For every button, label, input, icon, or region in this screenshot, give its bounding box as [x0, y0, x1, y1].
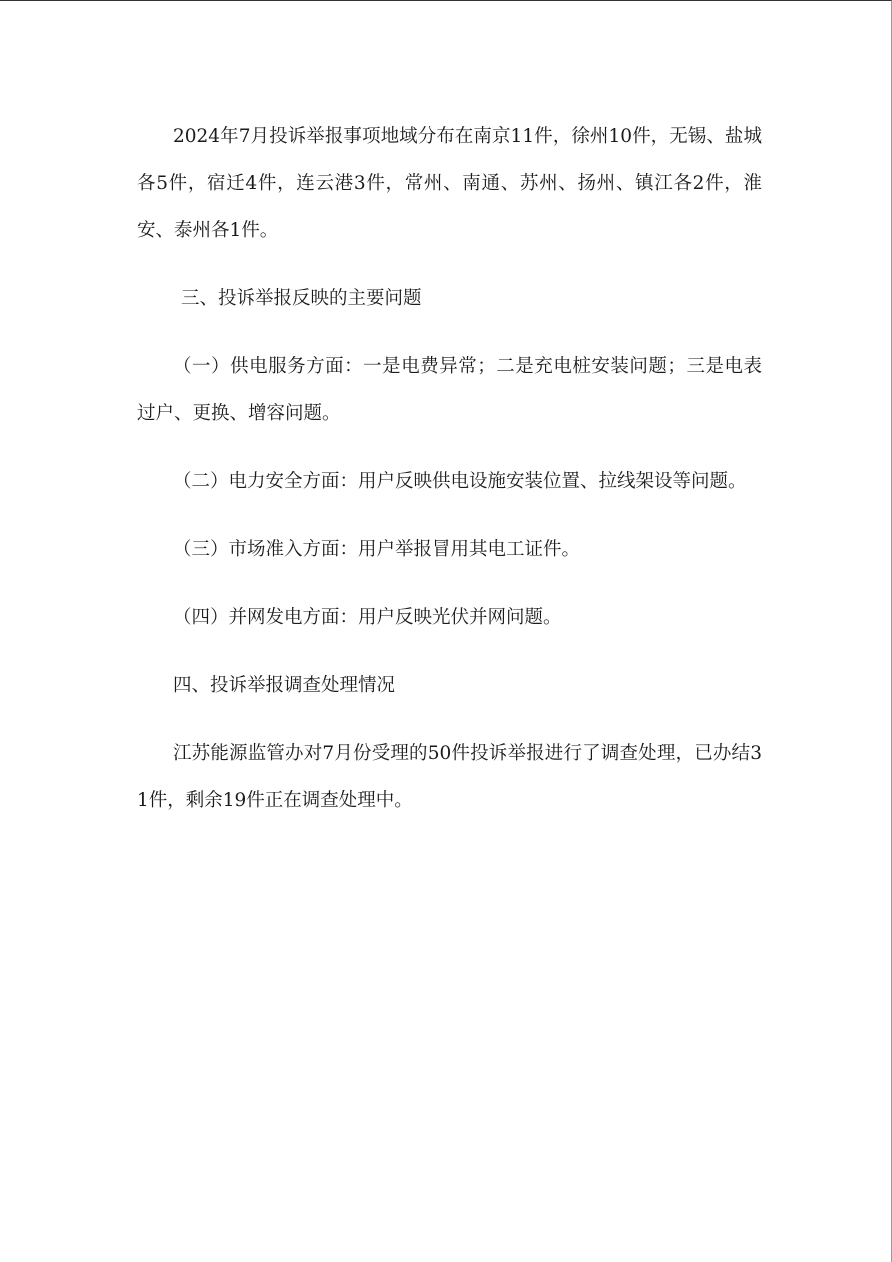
section-heading-handling: 四、投诉举报调查处理情况	[173, 675, 396, 696]
paragraph-issue-power-safety: （二）电力安全方面：用户反映供电设施安装位置、拉线架设等问题。	[173, 471, 747, 492]
section-heading-main-issues: 三、投诉举报反映的主要问题	[181, 288, 422, 309]
paragraph-issue-market-access: （三）市场准入方面：用户举报冒用其电工证件。	[173, 539, 581, 560]
paragraph-issue-grid-connection: （四）并网发电方面：用户反映光伏并网问题。	[173, 607, 562, 628]
paragraph-handling-summary: 江苏能源监管办对7月份受理的50件投诉举报进行了调查处理，已办结31件，剩余19件正在调查处理中。	[137, 743, 762, 811]
document-body	[137, 113, 762, 845]
paragraph-issue-power-service: （一）供电服务方面：一是电费异常；二是充电桩安装问题；三是电表过户、更换、增容问题。	[137, 356, 762, 424]
paragraph-regional-distribution: 2024年7月投诉举报事项地域分布在南京11件，徐州10件，无锡、盐城各5件，宿迁4件，连云港3件，常州、南通、苏州、扬州、镇江各2件，淮安、泰州各1件。	[137, 126, 762, 241]
